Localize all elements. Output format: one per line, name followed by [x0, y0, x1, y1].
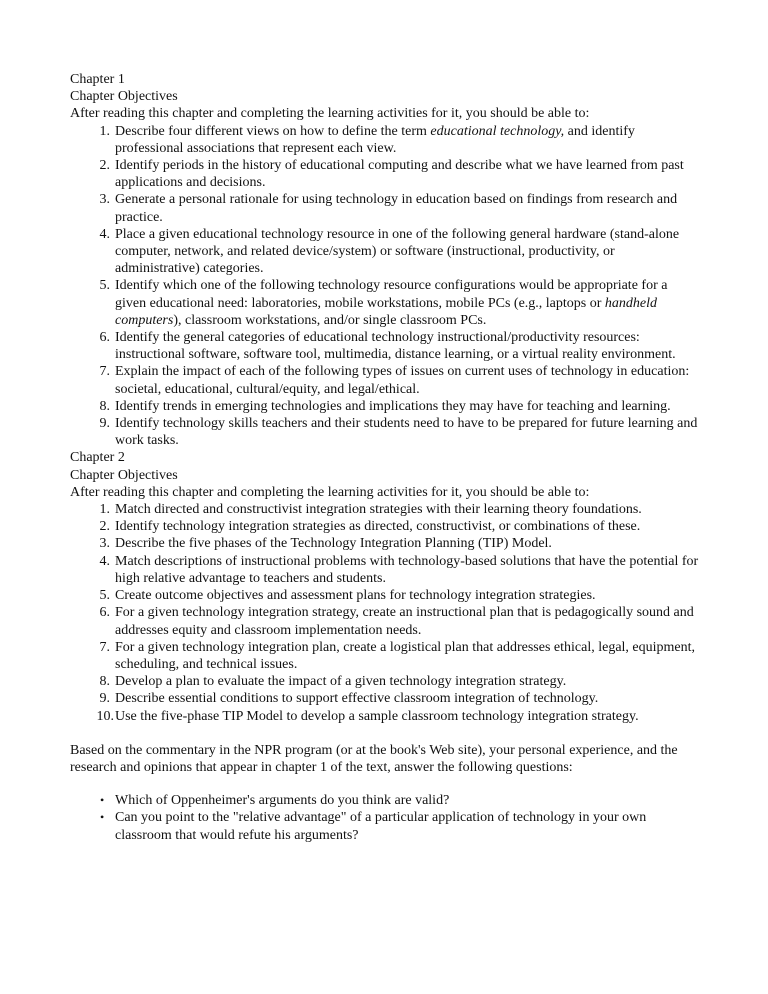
chapter-2-section [70, 449, 702, 724]
list-item: 7. For a given technology integration plan, create a logistical plan that addresses ethical, legal, equipment, scheduling, and technical issues. [99, 639, 696, 672]
list-item: 8. Develop a plan to evaluate the impact of a given technology integration strategy. [99, 674, 567, 690]
document-page [70, 71, 702, 844]
bullet-icon: • [100, 810, 105, 825]
list-item: 3. Generate a personal rationale for using technology in education based on findings from research and practice. [99, 192, 678, 225]
objectives-intro: After reading this chapter and completing the learning activities for it, you should be able to: [70, 106, 590, 122]
chapter-heading: Chapter 2 [70, 450, 125, 466]
chapter-objectives-heading: Chapter Objectives [70, 467, 178, 483]
list-item: 5. Create outcome objectives and assessment plans for technology integration strategies. [99, 588, 596, 604]
list-item: 8. Identify trends in emerging technologies and implications they may have for teaching and learning. [99, 398, 671, 414]
objectives-intro: After reading this chapter and completing the learning activities for it, you should be able to: [70, 484, 590, 500]
chapter-objectives-heading: Chapter Objectives [70, 89, 178, 105]
list-item: 4. Match descriptions of instructional problems with technology-based solutions that have the potential for high relative advantage to teachers and students. [99, 553, 699, 586]
list-item: 9. Describe essential conditions to support effective classroom integration of technology. [99, 691, 599, 707]
list-item: 3. Describe the five phases of the Technology Integration Planning (TIP) Model. [99, 536, 552, 552]
commentary-section [70, 742, 702, 844]
list-item: 7. Explain the impact of each of the following types of issues on current uses of technology in education: societal, educational, cultural/equity, and legal/ethical. [99, 364, 690, 397]
bullet-icon: • [100, 793, 105, 808]
objectives-list [70, 501, 702, 725]
list-item: 2. Identify periods in the history of educational computing and describe what we have learned from past applications and decisions. [99, 158, 684, 191]
list-item: 1. Describe four different views on how to define the term educational technology, and identify professional associations that represent each view. [99, 123, 635, 156]
list-item: • Can you point to the "relative advantage" of a particular application of technology in your own classroom that would refute his arguments? [100, 810, 647, 843]
list-item: 5. Identify which one of the following technology resource configurations would be appropriate for a given educational need: laboratories, mobile workstations, mobile PCs (e.g., laptops or handheld computers), classroom workstations, and/or single classroom PCs. [99, 278, 668, 328]
blank-line [70, 725, 702, 742]
questions-list [70, 792, 702, 844]
blank-line [70, 776, 702, 792]
list-item: 1. Match directed and constructivist integration strategies with their learning theory foundations. [99, 502, 642, 518]
list-item: • Which of Oppenheimer's arguments do you think are valid? [100, 793, 450, 809]
list-item: 9. Identify technology skills teachers and their students need to have to be prepared for future learning and work tasks. [99, 416, 698, 449]
list-item: 6. Identify the general categories of educational technology instructional/productivity resources: instructional software, software tool, multimedia, distance learning, or a virtual reality environment. [99, 330, 676, 363]
chapter-heading: Chapter 1 [70, 72, 125, 87]
list-item: 10. Use the five-phase TIP Model to develop a sample classroom technology integration strategy. [96, 708, 639, 724]
list-item: 4. Place a given educational technology resource in one of the following general hardware (stand-alone computer, network, and related device/system) or software (instructional, productivity, or administrative) categories. [99, 226, 680, 277]
objectives-list [70, 123, 702, 450]
commentary-paragraph: Based on the commentary in the NPR program (or at the book's Web site), your personal experience, and the research and opinions that appear in chapter 1 of the text, answer the following questions: [70, 742, 678, 775]
list-item: 6. For a given technology integration strategy, create an instructional plan that is pedagogically sound and addresses equity and classroom implementation needs. [99, 605, 694, 638]
list-item: 2. Identify technology integration strategies as directed, constructivist, or combinations of these. [99, 519, 641, 535]
chapter-1-section [70, 71, 702, 449]
